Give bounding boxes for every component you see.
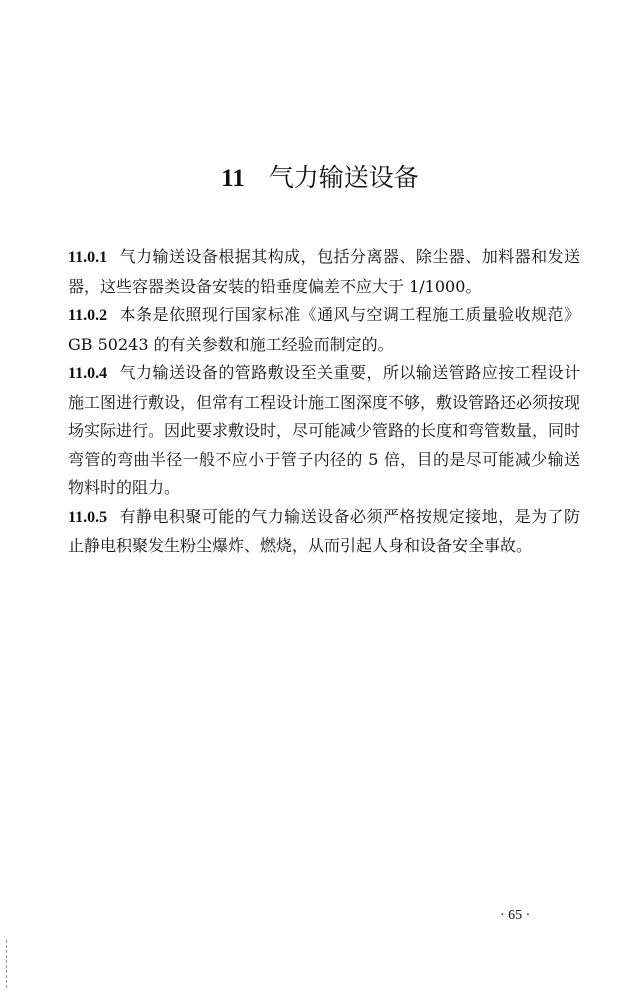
clause-number: 11.0.1 [68, 249, 108, 266]
clause-11-0-1 [68, 243, 580, 301]
clause-number: 11.0.2 [68, 307, 108, 324]
clause-text: 本条是依照现行国家标准《通风与空调工程施工质量验收规范》GB 50243 的有关参数和施工经验而制定的。 [68, 305, 580, 354]
chapter-title: 气力输送设备 [268, 163, 419, 192]
clause-number: 11.0.4 [68, 365, 108, 382]
clause-11-0-4 [68, 359, 580, 503]
clause-number: 11.0.5 [68, 508, 108, 526]
clause-text: 气力输送设备根据其构成，包括分离器、除尘器、加料器和发送器，这些容器类设备安装的铅垂度偏差不应大于 1/1000。 [68, 247, 580, 296]
page-number: · 65 · [500, 908, 531, 923]
clause-text: 气力输送设备的管路敷设至关重要，所以输送管路应按工程设计施工图进行敷设，但常有工程设计施工图深度不够，敷设管路还必须按现场实际进行。因此要求敷设时，尽可能减少管路的长度和弯管数量，同时弯管的弯曲半径一般不应小于管子内径的 5 倍，目的是尽可能减少输送物料时的阻力。 [68, 363, 581, 497]
chapter-number: 11 [221, 165, 245, 192]
document-body [68, 243, 580, 561]
clause-11-0-5 [68, 503, 580, 561]
clause-text: 有静电积聚可能的气力输送设备必须严格按规定接地，是为了防止静电积聚发生粉尘爆炸、燃烧，从而引起人身和设备安全事故。 [68, 506, 580, 555]
scan-edge-mark [6, 940, 8, 988]
clause-11-0-2 [68, 301, 580, 359]
chapter-heading [0, 160, 640, 197]
